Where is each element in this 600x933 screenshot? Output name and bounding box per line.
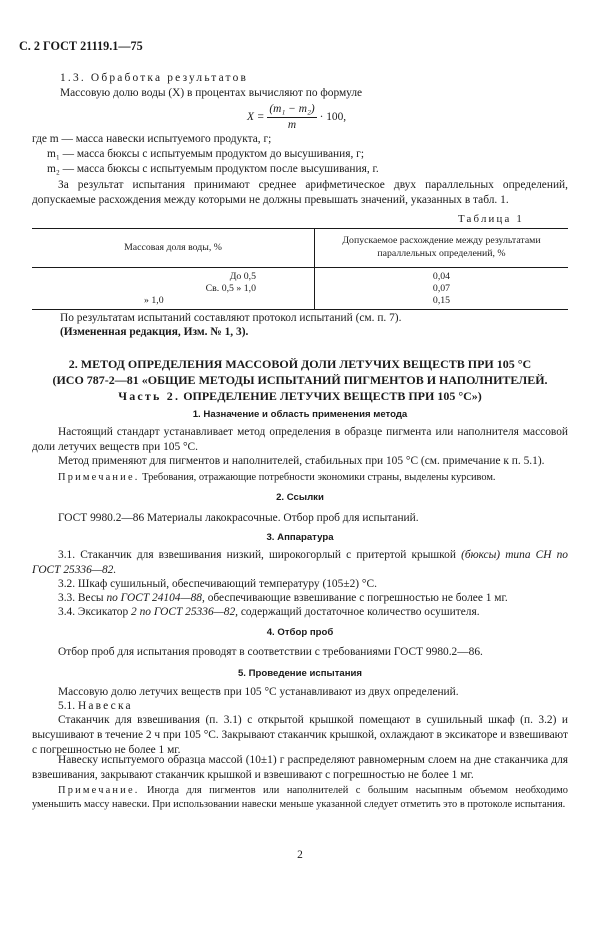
- sub3-item-3-3: 3.3. Весы по ГОСТ 24104—88, обеспечивающие взвешивание с погрешностью не более 1 мг.: [58, 592, 508, 604]
- formula-fraction: $\frac{\text{(m₁ − m₂)}}{m}$: [269, 103, 315, 132]
- edition-note: (Измененная редакция, Изм. № 1, 3).: [60, 326, 249, 338]
- sub3-item-3-2: 3.2. Шкаф сушильный, обеспечивающий температуру (105±2) °С.: [58, 578, 377, 590]
- sub2-paragraph: ГОСТ 9980.2—86 Материалы лакокрасочные. Отбор проб для испытаний.: [58, 512, 419, 524]
- page-number: 2: [297, 849, 303, 861]
- where-m1: m₁ — масса бюксы с испытуемым продуктом до высушивания, г;: [47, 148, 364, 160]
- sub5-item-5-1: 5.1. Навеска: [58, 700, 133, 712]
- table-header-water: Массовая доля воды, %: [32, 229, 315, 268]
- subsection-1-title: 1. Назначение и область применения метода: [192, 409, 408, 420]
- table-row: Св. 0,5 » 1,0 0,07: [32, 283, 568, 295]
- subsection-2-title: 2. Ссылки: [276, 492, 324, 503]
- subsection-4-title: 4. Отбор проб: [266, 627, 334, 638]
- where-m2: m₂ — масса бюксы с испытуемым продуктом после высушивания, г.: [47, 163, 379, 175]
- sub3-item-3-4: 3.4. Эксикатор 2 по ГОСТ 25336—82, содержащий достаточное количество осушителя.: [58, 606, 480, 618]
- sub1-note: Примечание. Требования, отражающие потребности экономики страны, выделены курсивом.: [58, 472, 496, 483]
- subsection-5-title: 5. Проведение испытания: [237, 668, 363, 679]
- section-2-title: 2. МЕТОД ОПРЕДЕЛЕНИЯ МАССОВОЙ ДОЛИ ЛЕТУЧИХ ВЕЩЕСТВ ПРИ 105 °С (ИСО 787-2—81 «ОБЩИЕ МЕТОДЫ ИСПЫТАНИЙ ПИГМЕНТОВ И НАПОЛНИТЕЛЕЙ. Часть 2. ОПРЕДЕЛЕНИЕ ЛЕТУЧИХ ВЕЩЕСТВ ПРИ 105 °С»): [52, 357, 548, 404]
- sub3-item-3-1: 3.1. Стаканчик для взвешивания низкий, широкогорлый с притертой крышкой (бюксы) типа СН по ГОСТ 25336—82.: [32, 549, 568, 577]
- table-row: До 0,5 0,04: [32, 268, 568, 283]
- sub5-paragraph-2: Стаканчик для взвешивания (п. 3.1) с открытой крышкой помещают в сушильный шкаф (п. 3.2) и высушивают в течение 2 ч при 105 °С. Закрывают стаканчик крышкой, охлаждают в эксикаторе и взвешивают с погрешностью не более 1 мг.: [32, 714, 568, 757]
- formula-intro: Массовую долю воды (X) в процентах вычисляют по формуле: [60, 87, 363, 99]
- section-1-3-title: 1.3. Обработка результатов: [60, 72, 249, 84]
- where-m: где m — масса навески испытуемого продукта, г;: [32, 133, 272, 145]
- sub1-paragraph-1: Настоящий стандарт устанавливает метод определения в образце пигмента или наполнителя массовой доли летучих веществ при 105 °С.: [32, 426, 568, 454]
- table-caption: Таблица 1: [458, 213, 524, 225]
- subsection-3-title: 3. Аппаратура: [266, 532, 334, 543]
- table-row: » 1,0 0,15: [32, 295, 568, 310]
- table-1: [32, 228, 568, 310]
- page-header: С. 2 ГОСТ 21119.1—75: [19, 39, 143, 53]
- sub5-paragraph-3: Навеску испытуемого образца массой (10±1) г распределяют равномерным слоем на дне стаканчика для взвешивания, закрывают стаканчик крышкой и взвешивают с погрешностью не более 1 мг.: [32, 754, 568, 782]
- result-paragraph: За результат испытания принимают среднее арифметическое двух параллельных определений, допускаемые расхождения между которыми не должны превышать значений, указанных в табл. 1.: [32, 179, 568, 207]
- table-header-tolerance: Допускаемое расхождение между результатами параллельных определений, %: [342, 235, 541, 259]
- protocol-text: По результатам испытаний составляют протокол испытаний (см. п. 7).: [60, 312, 402, 324]
- sub1-paragraph-2: Метод применяют для пигментов и наполнителей, стабильных при 105 °С (см. примечание к п. 5.1).: [58, 455, 545, 467]
- formula: X = $\frac{\text{(m₁ − m₂)}}{m}$ · 100,: [247, 102, 346, 133]
- sub5-note: Примечание. Иногда для пигментов или наполнителей с большим насыпным объемом необходимо уменьшить массу навески. При использовании навески меньше указанной следует отметить это в протоколе испытания.: [32, 785, 568, 810]
- sub4-paragraph: Отбор проб для испытания проводят в соответствии с требованиями ГОСТ 9980.2—86.: [58, 646, 483, 658]
- sub5-paragraph-1: Массовую долю летучих веществ при 105 °С устанавливают из двух определений.: [58, 686, 459, 698]
